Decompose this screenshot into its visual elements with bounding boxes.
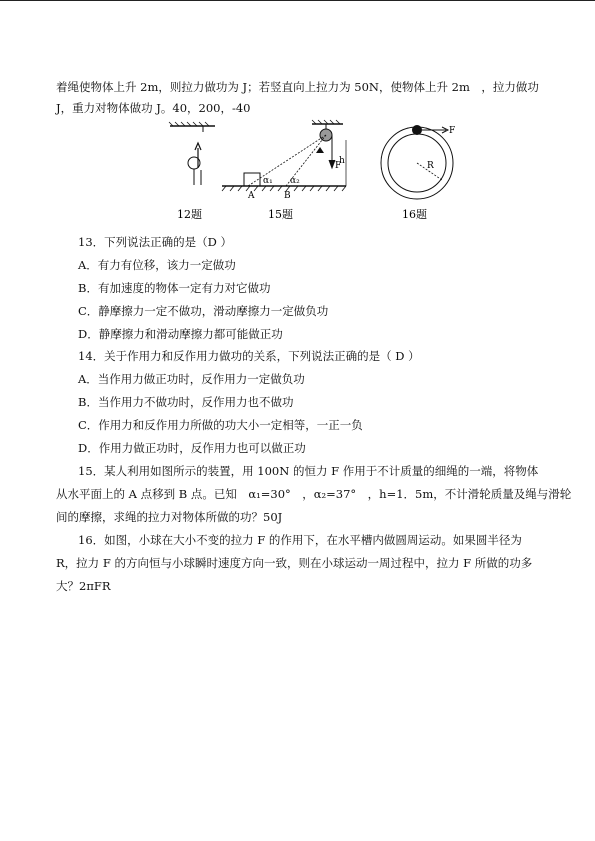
question-16-line-1: 16．如图，小球在大小不变的拉力 F 的作用下，在水平槽内做圆周运动。如果圆半径为 <box>78 533 522 547</box>
question-14-option-a: A．当作用力做正功时，反作用力一定做负功 <box>78 372 305 386</box>
svg-text:A: A <box>248 191 255 201</box>
figure-16-caption: 16题 <box>402 208 427 221</box>
question-13-option-d: D．静摩擦力和滑动摩擦力都可能做正功 <box>78 327 283 341</box>
question-13-option-b: B．有加速度的物体一定有力对它做功 <box>78 281 271 295</box>
text-line-1: 着绳使物体上升 2m，则拉力做功为 J；若竖直向上拉力为 50N，使物体上升 2m ，拉力做功 <box>56 80 539 94</box>
svg-text:α₁: α₁ <box>263 176 273 186</box>
svg-text:F: F <box>449 126 456 136</box>
svg-text:α₂: α₂ <box>290 176 300 186</box>
figure-16 <box>372 118 462 223</box>
figure-12 <box>165 118 225 223</box>
svg-text:h: h <box>339 156 345 166</box>
figure-15-caption: 15题 <box>268 208 293 221</box>
top-border <box>0 0 595 1</box>
question-14: 14．关于作用力和反作用力做功的关系，下列说法正确的是（ D ） <box>78 349 420 363</box>
question-14-option-d: D．作用力做正功时，反作用力也可以做正功 <box>78 441 306 455</box>
question-13-option-a: A．有力有位移，该力一定做功 <box>78 258 236 272</box>
question-15-line-2: 从水平面上的 A 点移到 B 点。已知 α₁=30° ，α₂=37° ，h=1．5m，不计滑轮质量及绳与滑轮 <box>56 487 572 501</box>
svg-text:R: R <box>427 161 434 171</box>
figure-12-caption: 12题 <box>177 208 202 221</box>
question-15-line-3: 间的摩擦，求绳的拉力对物体所做的功？50J <box>56 510 283 524</box>
question-15-line-1: 15．某人利用如图所示的装置，用 100N 的恒力 F 作用于不计质量的细绳的一端，将物体 <box>78 464 539 478</box>
question-13: 13．下列说法正确的是（D ） <box>78 235 233 249</box>
svg-text:B: B <box>284 191 291 201</box>
question-13-option-c: C．静摩擦力一定不做功，滑动摩擦力一定做负功 <box>78 304 329 318</box>
question-14-option-b: B．当作用力不做功时，反作用力也不做功 <box>78 395 294 409</box>
question-16-line-3: 大？2πFR <box>56 579 111 593</box>
text-line-2: J，重力对物体做功 J。40，200，-40 <box>56 101 251 115</box>
svg-text:F: F <box>335 161 342 171</box>
figure-15 <box>218 118 348 223</box>
question-16-line-2: R，拉力 F 的方向恒与小球瞬时速度方向一致，则在小球运动一周过程中，拉力 F 所做的功多 <box>56 556 533 570</box>
question-14-option-c: C．作用力和反作用力所做的功大小一定相等，一正一负 <box>78 418 363 432</box>
